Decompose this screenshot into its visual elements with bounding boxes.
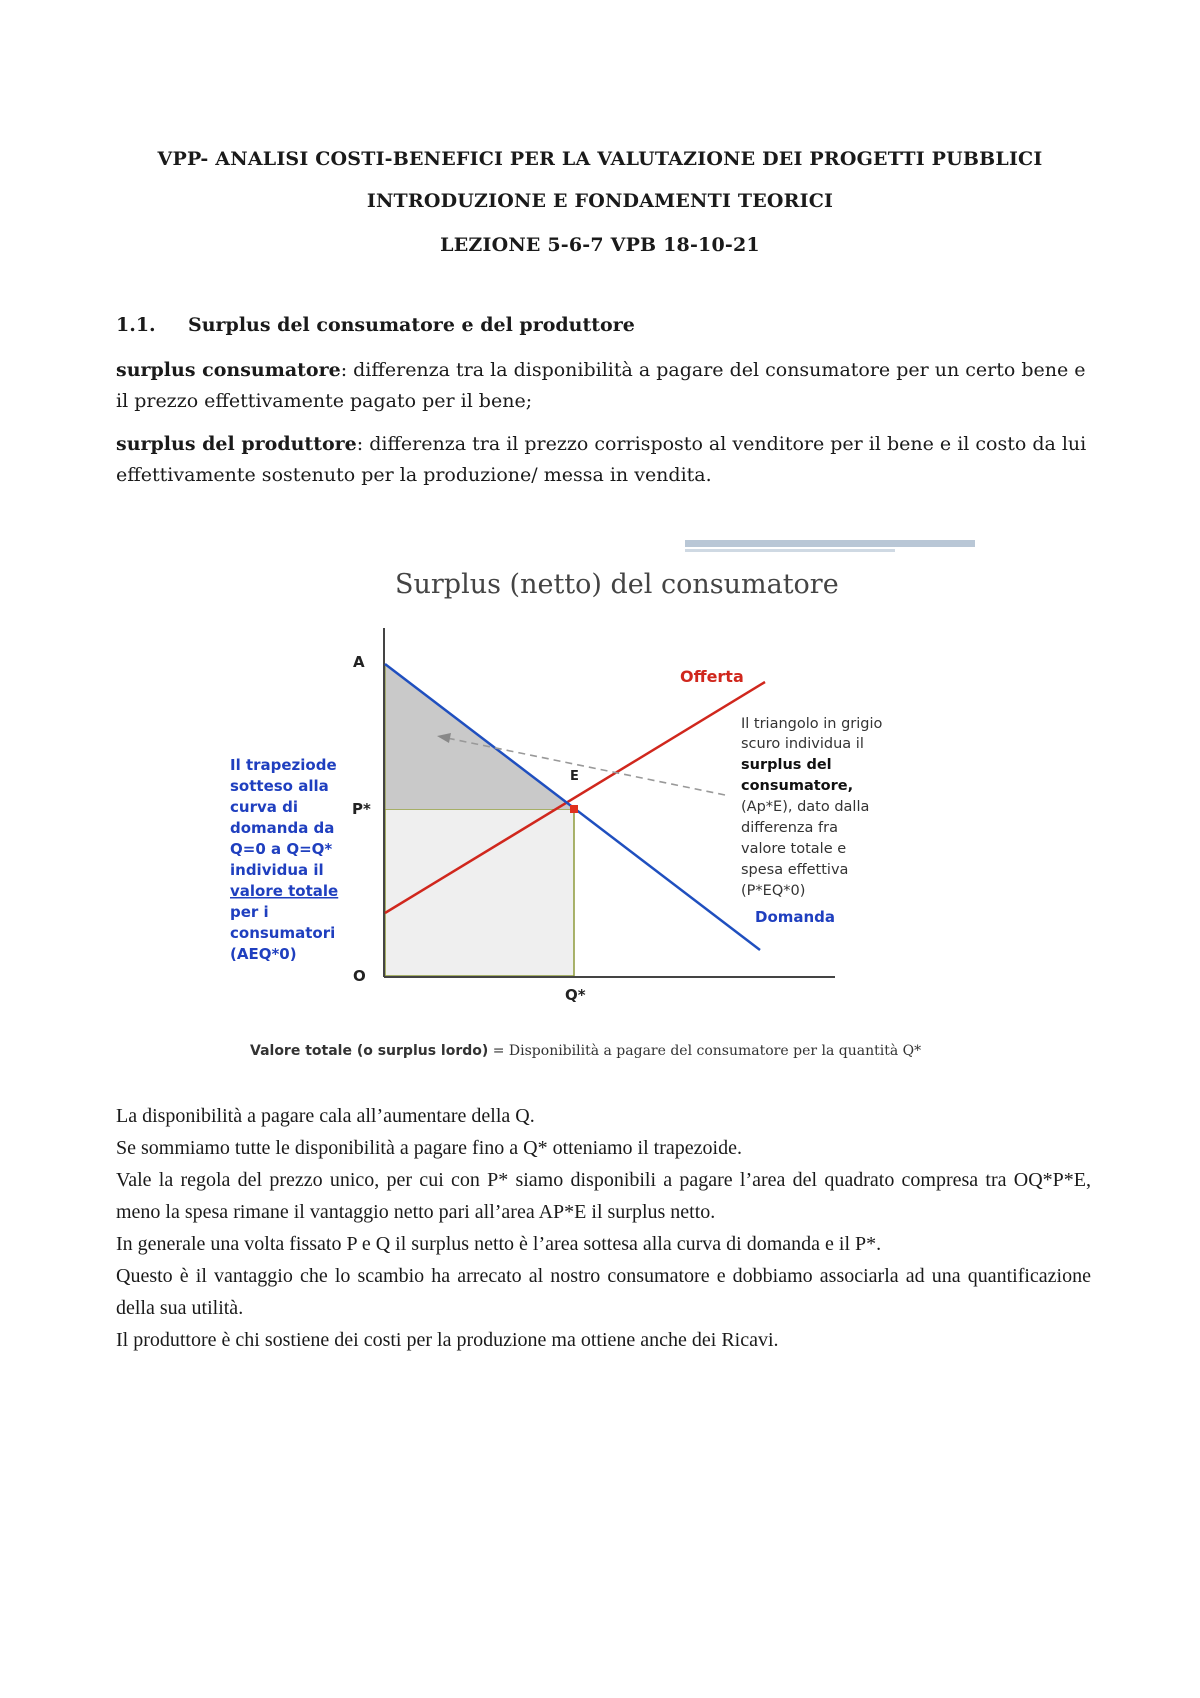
doc-title-line3: LEZIONE 5-6-7 VPB 18-10-21 — [440, 234, 760, 256]
equilibrium-point — [570, 805, 578, 813]
left-note-line-underlined: valore totale — [230, 882, 339, 900]
body-paragraph: Questo è il vantaggio che lo scambio ha arrecato al nostro consumatore e dobbiamo associarla ad una quantificazione della sua utilità. — [116, 1265, 1091, 1319]
left-note-line: individua il — [230, 861, 324, 879]
right-note-line: differenza fra — [741, 820, 838, 836]
left-note-line: per i — [230, 903, 269, 921]
caption-bold: Valore totale (o surplus lordo) — [250, 1043, 489, 1059]
consumer-surplus-term: surplus consumatore — [116, 359, 341, 381]
left-note — [230, 756, 338, 963]
right-note-line: (Ap*E), dato dalla — [741, 799, 870, 815]
label-O: O — [353, 967, 366, 985]
right-note-line: valore totale e — [741, 841, 847, 857]
right-note-line: Il triangolo in grigio — [741, 716, 883, 732]
body-paragraph: Il produttore è chi sostiene dei costi per la produzione ma ottiene anche dei Ricavi. — [116, 1329, 779, 1351]
expenditure-rect — [385, 809, 574, 976]
producer-surplus-text: : differenza tra il prezzo corrisposto al venditore per il bene e il costo da lui effettivamente sostenuto per la produzione/ messa in vendita. — [116, 433, 1087, 486]
right-note-line: spesa effettiva — [741, 862, 849, 878]
left-note-line: sotteso alla — [230, 777, 329, 795]
surplus-diagram — [225, 540, 985, 1075]
body-text — [116, 1100, 1091, 1356]
section-heading — [116, 314, 635, 336]
section-number: 1.1. — [116, 314, 156, 336]
left-note-line: consumatori — [230, 924, 336, 942]
caption-rest: = Disponibilità a pagare del consumatore per la quantità Q* — [488, 1043, 922, 1059]
body-paragraph: La disponibilità a pagare cala all’aumentare della Q. — [116, 1105, 535, 1127]
decor-bar — [685, 540, 975, 547]
body-paragraph: In generale una volta fissato P e Q il surplus netto è l’area sottesa alla curva di domanda e il P*. — [116, 1233, 882, 1255]
body-paragraph: Se sommiamo tutte le disponibilità a pagare fino a Q* otteniamo il trapezoide. — [116, 1137, 742, 1159]
left-note-line: Q=0 a Q=Q* — [230, 840, 333, 858]
doc-title-line2: INTRODUZIONE E FONDAMENTI TEORICI — [366, 190, 834, 212]
label-E: E — [570, 769, 579, 784]
doc-title-line1: VPP- ANALISI COSTI-BENEFICI PER LA VALUTAZIONE DEI PROGETTI PUBBLICI — [157, 148, 1043, 170]
consumer-surplus-text: : differenza tra la disponibilità a pagare del consumatore per un certo bene e il prezzo effettivamente pagato per il bene; — [116, 359, 1086, 412]
figure-caption — [250, 1042, 921, 1059]
label-A: A — [353, 653, 365, 671]
left-note-line: (AEQ*0) — [230, 945, 297, 963]
label-Qstar: Q* — [565, 986, 586, 1004]
consumer-surplus-figure — [225, 540, 985, 1075]
demand-label: Domanda — [755, 908, 836, 926]
left-note-line: Il trapeziode — [230, 756, 337, 774]
supply-label: Offerta — [680, 667, 744, 686]
producer-surplus-term: surplus del produttore — [116, 433, 357, 455]
section-title: Surplus del consumatore e del produttore — [188, 314, 635, 336]
consumer-surplus-definition — [116, 355, 1091, 417]
label-Pstar: P* — [352, 800, 371, 818]
left-note-line: curva di — [230, 798, 298, 816]
left-note-line: domanda da — [230, 819, 335, 837]
figure-title: Surplus (netto) del consumatore — [395, 569, 839, 600]
right-note-line: scuro individua il — [741, 736, 864, 752]
producer-surplus-definition — [116, 429, 1091, 491]
decor-bar-thin — [685, 549, 895, 552]
body-paragraph: Vale la regola del prezzo unico, per cui con P* siamo disponibili a pagare l’area del quadrato compresa tra OQ*P*E, meno la spesa rimane il vantaggio netto pari all’area AP*E il surplus netto. — [116, 1169, 1091, 1223]
right-note-line: (P*EQ*0) — [741, 883, 806, 899]
right-note-line-bold: consumatore, — [741, 778, 854, 794]
right-note — [741, 716, 883, 899]
right-note-line-bold: surplus del — [741, 757, 832, 773]
